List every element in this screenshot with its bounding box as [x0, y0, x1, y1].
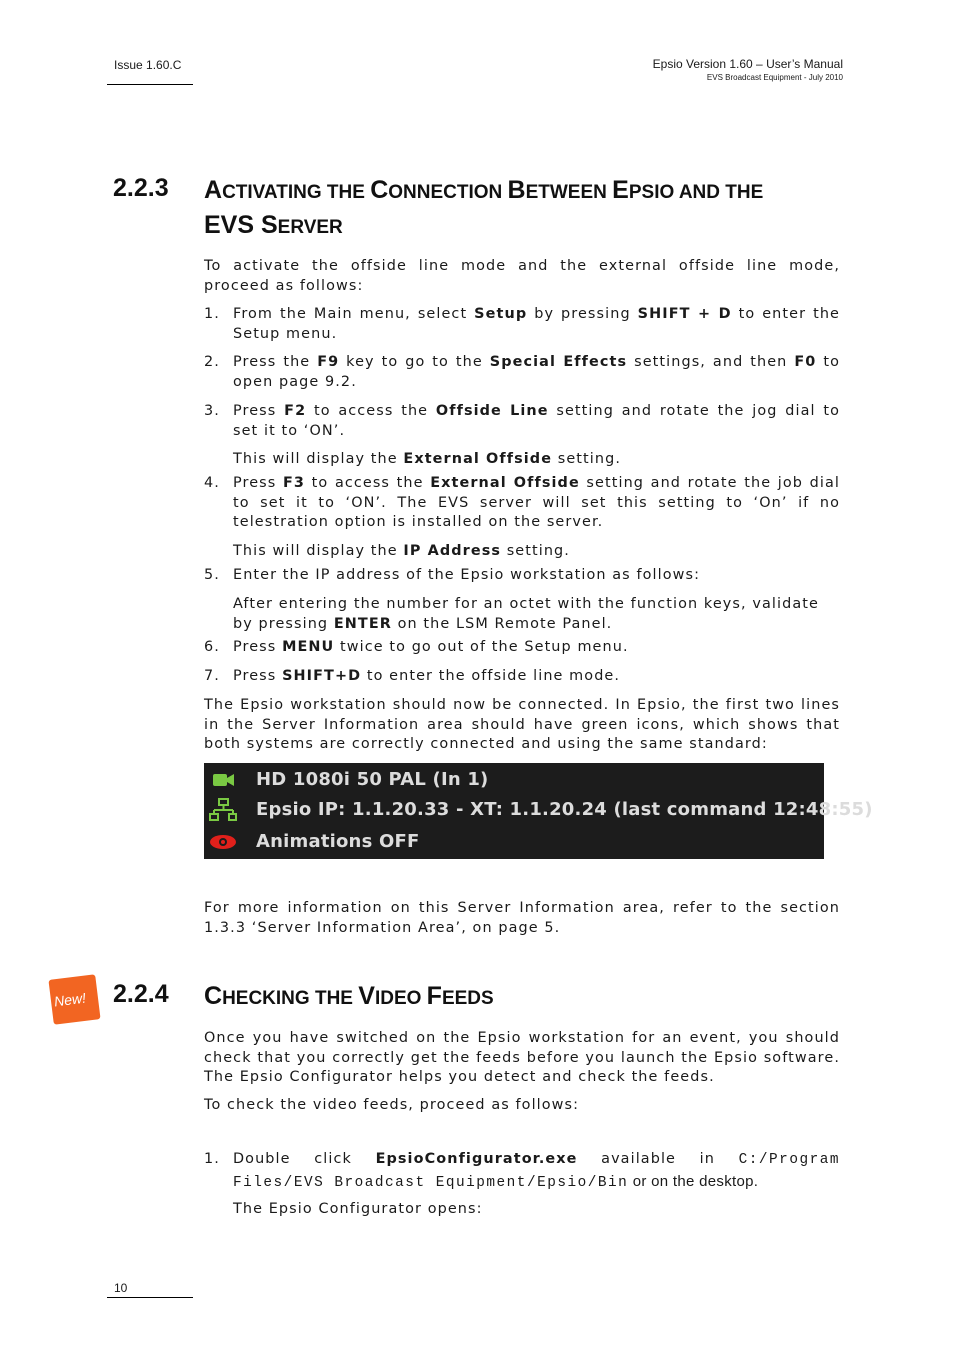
text: setting and rotate the job dial to set it to ‘ON’. The EVS server will set this setting to ‘On’ if no telestration option is installed on the server. — [233, 475, 840, 530]
server-information-panel — [204, 763, 873, 859]
new-badge-label: New! — [53, 989, 87, 1010]
text: to enter the Setup menu. — [233, 306, 841, 342]
bold-term: F3 — [283, 475, 306, 491]
title-part: PSIO AND THE — [628, 182, 764, 203]
title-part: F — [426, 982, 442, 1010]
bold-term: EpsioConfigurator.exe — [375, 1151, 578, 1167]
text: to open page 9.2. — [233, 354, 840, 390]
text: Press — [233, 668, 283, 684]
bold-term: Setup — [474, 306, 528, 322]
text: This will display the — [233, 451, 404, 467]
bold-term: MENU — [282, 639, 335, 655]
step-note: The Epsio Configurator opens: — [233, 1201, 483, 1217]
manual-subtitle: EVS Broadcast Equipment - July 2010 — [706, 73, 843, 82]
list-number: 7. — [204, 668, 220, 684]
list-item — [204, 1149, 840, 1194]
intro-paragraph: To activate the offside line mode and the external offside line mode, proceed as follows: — [204, 258, 840, 294]
text: Press — [233, 639, 283, 655]
text: Enter the IP address of the Epsio workstation as follows: — [233, 567, 701, 583]
list-item — [204, 402, 840, 441]
title-part: ONNECTION — [388, 182, 508, 203]
title-part: E — [612, 176, 629, 204]
text: twice to go out of the Setup menu. — [334, 639, 629, 655]
list-item — [204, 638, 840, 658]
bold-term: SHIFT+D — [282, 668, 362, 684]
text: setting and rotate the jog dial to set it to ‘ON’. — [233, 403, 840, 439]
list-number: 1. — [204, 306, 220, 322]
page-number: 10 — [114, 1281, 128, 1295]
list-number: 2. — [204, 354, 220, 370]
title-part: A — [204, 176, 223, 204]
text: Double click — [233, 1151, 376, 1167]
eye-icon — [209, 830, 237, 854]
section-number: 2.2.3 — [113, 174, 169, 202]
title-part: EEDS — [441, 988, 494, 1009]
title-part: ETWEEN — [525, 182, 613, 203]
text: to enter the offside line mode. — [361, 668, 621, 684]
step-note — [233, 450, 840, 470]
text: key to go to the — [339, 354, 490, 370]
header-right — [653, 57, 843, 82]
section-title — [204, 174, 844, 244]
title-part: C — [370, 176, 389, 204]
new-badge — [48, 974, 100, 1024]
text: available in — [577, 1151, 739, 1167]
text: This will display the — [233, 543, 404, 559]
text: to access the — [306, 403, 436, 419]
bold-term: IP Address — [403, 543, 502, 559]
video-camera-icon — [209, 768, 237, 792]
bold-term: F9 — [317, 354, 340, 370]
bold-term: SHIFT + D — [637, 306, 732, 322]
list-number: 3. — [204, 403, 220, 419]
text: on the LSM Remote Panel. — [391, 615, 613, 632]
bold-term: ENTER — [333, 615, 392, 632]
title-part: V — [358, 982, 375, 1010]
list-number: 4. — [204, 475, 220, 491]
text: to access the — [305, 475, 431, 491]
text: settings, and then — [627, 354, 795, 370]
animations-status-text: Animations OFF — [256, 831, 420, 852]
list-number: 1. — [204, 1151, 220, 1167]
manual-title: Epsio Version 1.60 – User’s Manual — [652, 57, 843, 71]
bold-term: Offside Line — [435, 403, 549, 419]
title-part: EVS S — [204, 211, 278, 239]
text: From the Main menu, select — [233, 306, 475, 322]
text: Press the — [233, 354, 318, 370]
ip-address-text: Epsio IP: 1.1.20.33 - XT: 1.1.20.24 (last command 12:48:55) — [256, 799, 873, 820]
list-item — [204, 474, 840, 533]
panel-row-animations — [204, 827, 824, 857]
connected-paragraph: The Epsio workstation should now be connected. In Epsio, the first two lines in the Server Information area should have green icons, which shows that both systems are correctly connected and using the same standard: — [204, 697, 840, 752]
network-icon — [209, 798, 237, 822]
header-rule — [107, 84, 193, 85]
text: setting. — [501, 543, 570, 559]
video-format-text: HD 1080i 50 PAL (In 1) — [256, 769, 489, 790]
text: Press — [233, 403, 285, 419]
text: by pressing — [527, 306, 638, 322]
panel-row-video — [204, 765, 824, 795]
bold-term: F2 — [284, 403, 307, 419]
list-item — [204, 353, 840, 392]
list-item — [204, 566, 840, 586]
file-path: C:/Program Files/EVS Broadcast Equipment/Epsio/Bin — [233, 1152, 840, 1191]
step-note — [233, 542, 840, 562]
bold-term: Special Effects — [489, 354, 628, 370]
title-part: ERVER — [277, 217, 343, 238]
list-item — [204, 305, 840, 344]
more-info-paragraph: For more information on this Server Information area, refer to the section 1.3.3 ‘Server Information Area’, on page 5. — [204, 900, 840, 936]
panel-row-network — [204, 795, 873, 825]
section-number: 2.2.4 — [113, 980, 169, 1008]
feeds-intro-paragraph: Once you have switched on the Epsio workstation for an event, you should check that you correctly get the feeds before you launch the Epsio software. The Epsio Configurator helps you detect and check the feeds. — [204, 1030, 840, 1085]
issue-label: Issue 1.60.C — [114, 58, 182, 72]
title-part: B — [507, 176, 526, 204]
section-title — [204, 980, 844, 1015]
footer-rule — [107, 1297, 193, 1298]
title-part: HECKING THE — [222, 988, 359, 1009]
feeds-intro2-paragraph: To check the video feeds, proceed as follows: — [204, 1097, 580, 1113]
text: or on the desktop. — [628, 1173, 759, 1190]
title-part: IDEO — [374, 988, 427, 1009]
list-item — [204, 667, 840, 687]
bold-term: External Offside — [430, 475, 580, 491]
text: Press — [233, 475, 283, 491]
title-part: C — [204, 982, 223, 1010]
bold-term: External Offside — [403, 451, 553, 467]
bold-term: F0 — [794, 354, 817, 370]
list-number: 6. — [204, 639, 220, 655]
title-part: CTIVATING THE — [222, 182, 371, 203]
text: setting. — [552, 451, 622, 467]
list-number: 5. — [204, 567, 220, 583]
text: After entering the number for an octet with the function keys, validate by pressing — [233, 596, 819, 632]
step-note — [233, 595, 840, 634]
